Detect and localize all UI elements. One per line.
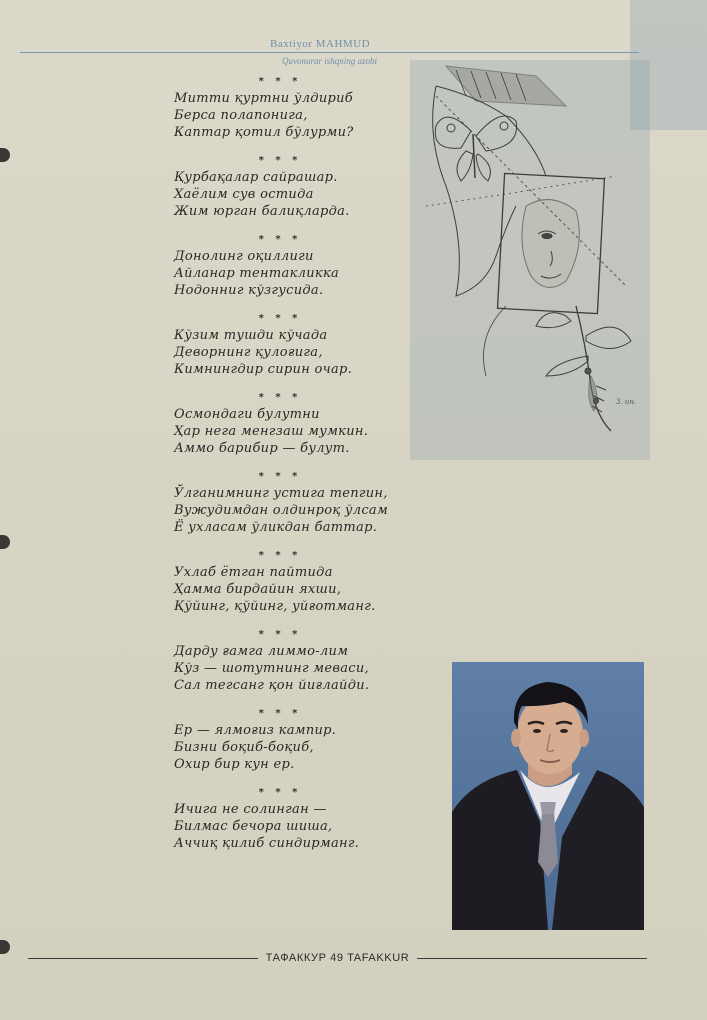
stanza-separator: * * * (258, 313, 302, 324)
poem-stanza (150, 785, 420, 852)
poem-stanza (150, 469, 420, 536)
poem-line: Ўлганимнинг устига тепгин, (174, 486, 388, 501)
butterfly-drawing (435, 116, 516, 181)
poem-stanza (150, 74, 420, 141)
binder-hole-3 (0, 940, 10, 954)
page-footer (28, 950, 647, 966)
poem-stanza (150, 390, 420, 457)
binder-hole-1 (0, 148, 10, 162)
binder-hole-2 (0, 535, 10, 549)
poem-line: Жим юрган балиқларда. (174, 204, 350, 219)
poem-stanza (150, 548, 420, 615)
poem-stanza (150, 232, 420, 299)
footer-label: ТАФАККУР 49 TAFAKKUR (265, 952, 410, 964)
stanza-separator: * * * (258, 76, 302, 87)
stanza-separator: * * * (258, 234, 302, 245)
illustrator-signature: З. ин. (616, 398, 637, 406)
poem-line: Аччиқ қилиб синдирманг. (174, 836, 360, 851)
poem-line: Охир бир кун ер. (174, 757, 295, 772)
face-drawing (522, 200, 579, 288)
poem-line: Каптар қотил бўлурми? (174, 125, 354, 140)
author-portrait-photo (452, 662, 644, 930)
stanza-separator: * * * (258, 708, 302, 719)
stanza-separator: * * * (258, 629, 302, 640)
stanza-separator: * * * (258, 155, 302, 166)
poem-stanza (150, 153, 420, 220)
poem-line: Ҳамма бирдайин яхши, (174, 582, 342, 597)
poem-line: Сал тегсанг қон йиғлайди. (174, 678, 370, 693)
poem-line: Аммо барибир — булут. (174, 441, 350, 456)
poem-line: Кўз — шотутнинг меваси, (174, 661, 369, 676)
stanza-separator: * * * (258, 471, 302, 482)
poem-line: Ер — ялмоғиз кампир. (174, 723, 337, 738)
poem-stanza (150, 311, 420, 378)
poem-line: Митти қуртни ўлдириб (174, 91, 354, 106)
header-subtitle: Quvonurar ishqning azobi (282, 56, 378, 66)
footer-rule-left (28, 958, 258, 959)
poem-line: Донолинг оқиллиги (174, 249, 314, 264)
poem-column (150, 74, 420, 864)
poem-line: Ҳар нега менгзаш мумкин. (174, 424, 369, 439)
poem-stanza (150, 627, 420, 694)
poem-line: Берса полапонига, (174, 108, 308, 123)
flower-drawing (536, 306, 631, 431)
poem-line: Қурбақалар сайрашар. (174, 170, 338, 185)
poem-line: Деворнинг қулоғига, (174, 345, 323, 360)
header-rule (20, 52, 639, 53)
poem-line: Дарду ғамга лиммо-лим (174, 644, 349, 659)
poem-line: Ичига не солинган — (174, 802, 327, 817)
stanza-separator: * * * (258, 392, 302, 403)
poem-line: Нодонниг кўзгусида. (174, 283, 324, 298)
poem-line: Кўзим тушди кўчада (174, 328, 328, 343)
header-author: Baxtiyor MAHMUD (270, 38, 371, 50)
stanza-separator: * * * (258, 787, 302, 798)
poem-line: Кимнингдир сирин очар. (174, 362, 353, 377)
sketch-illustration (416, 56, 646, 436)
footer-rule-right (417, 958, 647, 959)
poem-line: Осмондаги булутни (174, 407, 320, 422)
poem-stanza (150, 706, 420, 773)
stanza-separator: * * * (258, 550, 302, 561)
poem-line: Хаёлим сув остида (174, 187, 314, 202)
poem-line: Айланар тентакликка (174, 266, 340, 281)
poem-line: Вужудимдан олдинроқ ўлсам (174, 503, 389, 518)
poem-line: Билмас бечора шиша, (174, 819, 333, 834)
poem-line: Бизни боқиб-боқиб, (174, 740, 314, 755)
poem-line: Ё ухласам ўликдан баттар. (174, 520, 378, 535)
poem-line: Қўйинг, қўйинг, уйғотманг. (174, 599, 376, 614)
poem-line: Ухлаб ётган пайтида (174, 565, 333, 580)
